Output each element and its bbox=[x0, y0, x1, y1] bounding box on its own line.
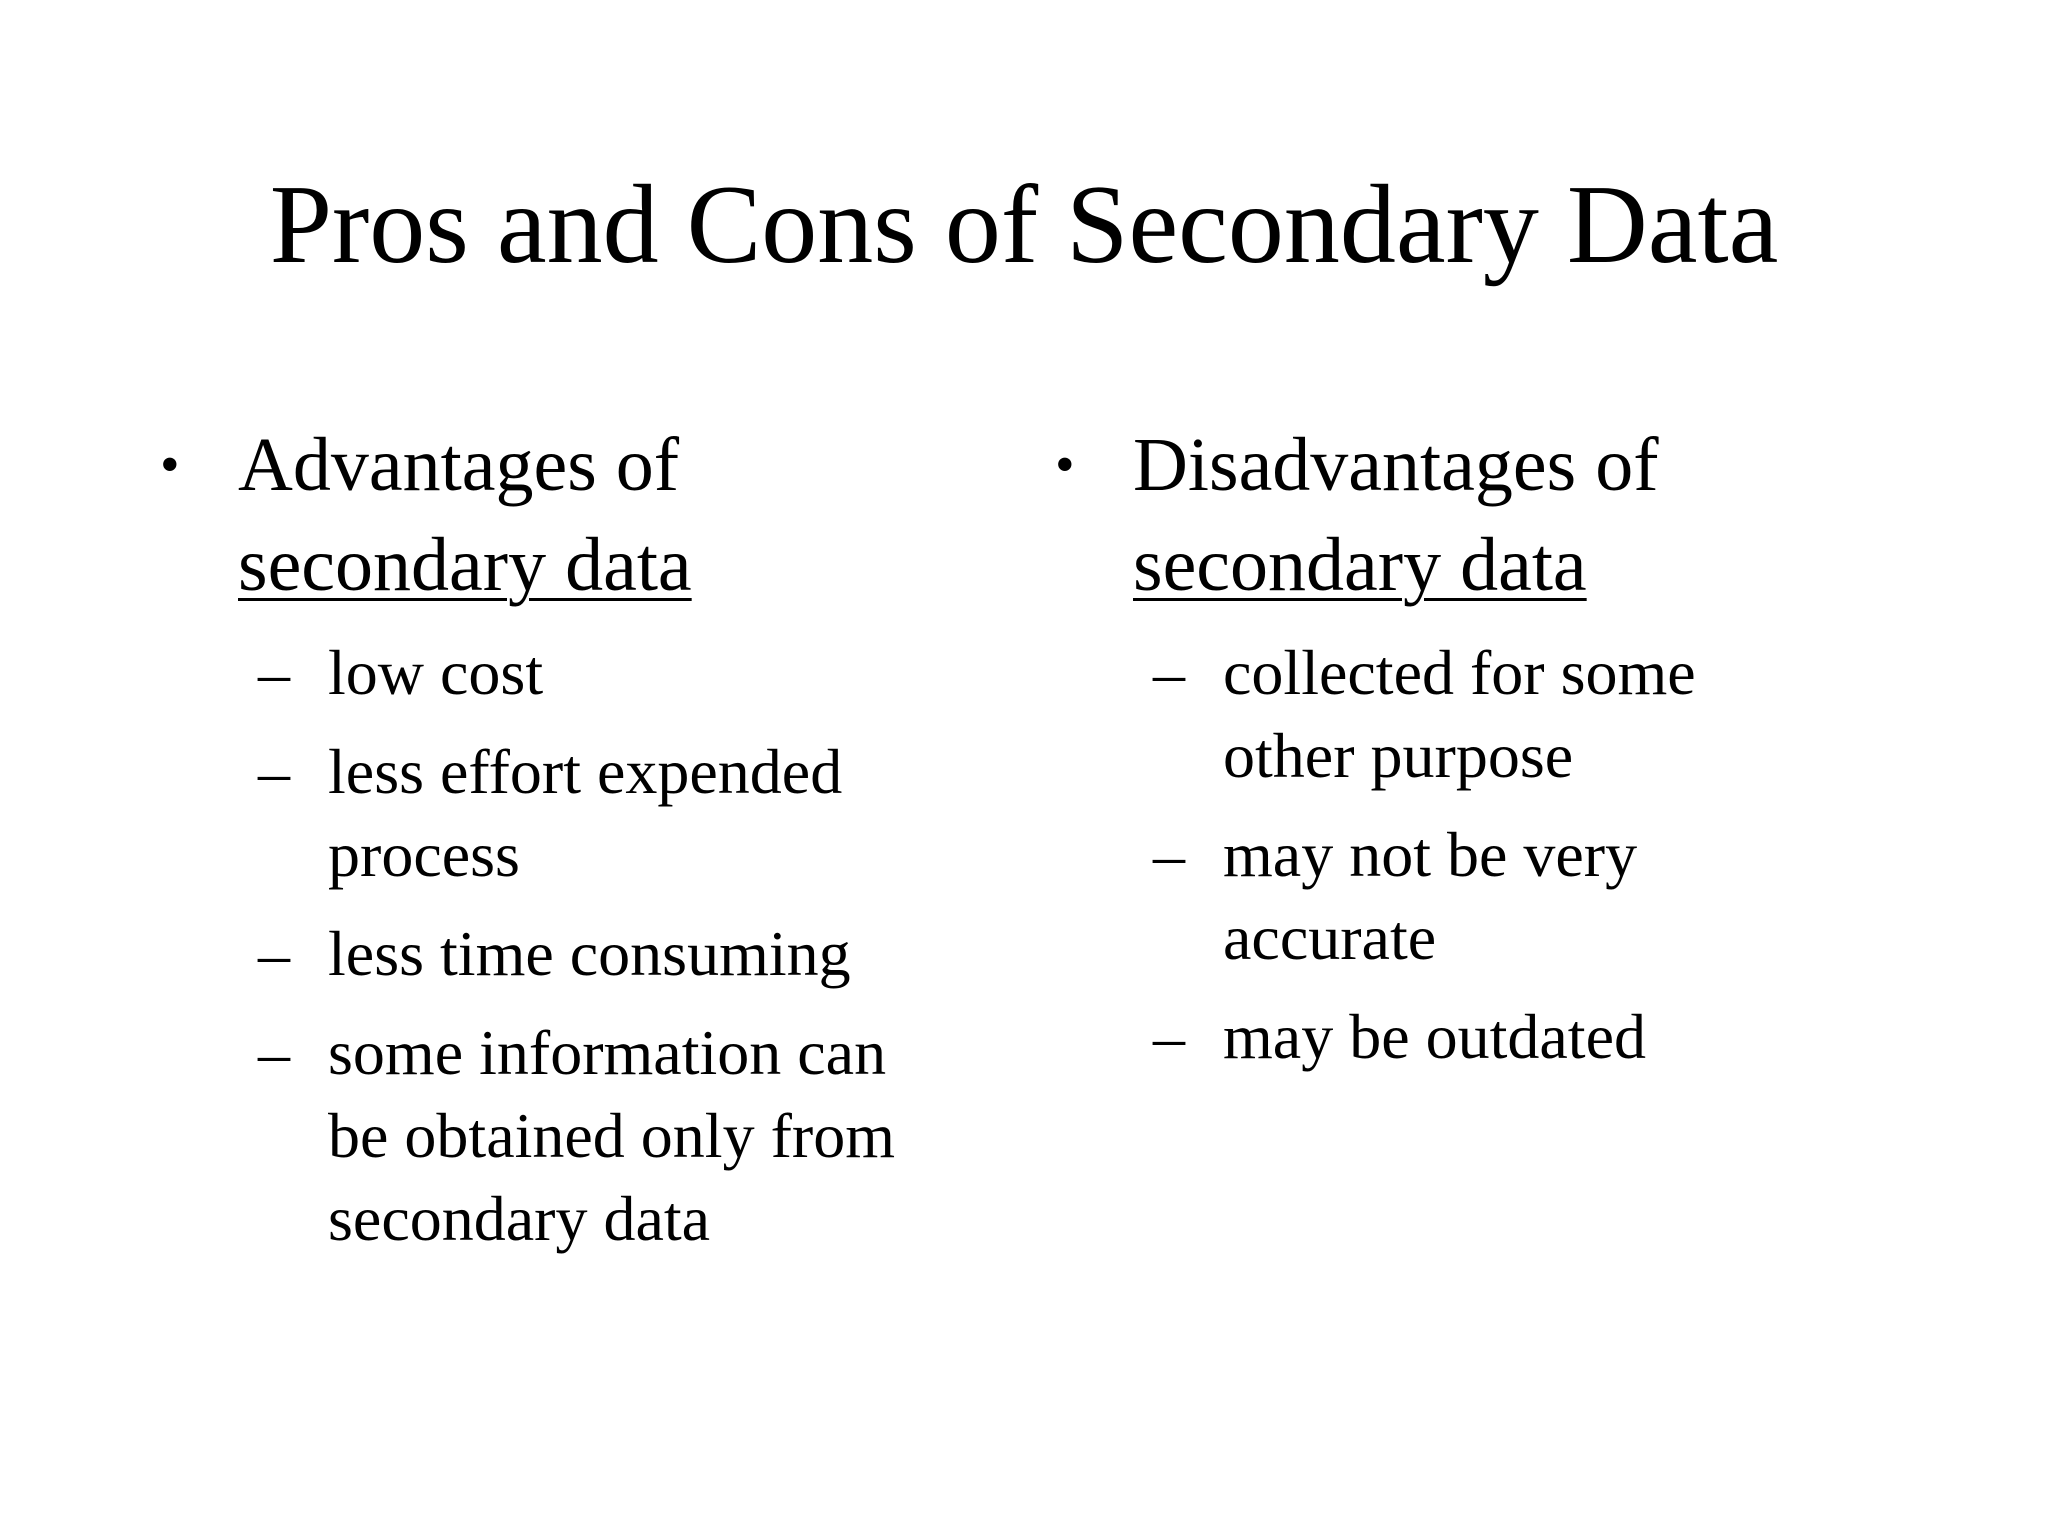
list-item-text: less time consuming bbox=[328, 918, 851, 989]
advantages-heading-line2: secondary data bbox=[238, 523, 692, 607]
list-item-text: less effort expended process bbox=[328, 736, 843, 890]
advantages-column bbox=[160, 415, 1020, 1276]
list-item-text: may be outdated bbox=[1223, 1001, 1646, 1072]
list-item-text: may not be very accurate bbox=[1223, 819, 1638, 973]
dash-icon: – bbox=[258, 637, 290, 708]
dash-icon: – bbox=[1153, 1001, 1185, 1072]
dash-icon: – bbox=[1153, 819, 1185, 890]
disadvantages-list bbox=[1055, 631, 1915, 1078]
list-item-text: low cost bbox=[328, 637, 544, 708]
bullet-icon: • bbox=[1055, 434, 1075, 496]
list-item bbox=[258, 631, 888, 714]
dash-icon: – bbox=[1153, 637, 1185, 708]
advantages-heading bbox=[160, 415, 1020, 615]
list-item-text: some information can be obtained only from secondary data bbox=[328, 1017, 895, 1254]
list-item bbox=[1153, 631, 1803, 797]
dash-icon: – bbox=[258, 918, 290, 989]
list-item bbox=[258, 730, 928, 896]
dash-icon: – bbox=[258, 1017, 290, 1088]
list-item bbox=[258, 912, 948, 995]
slide-title: Pros and Cons of Secondary Data bbox=[269, 163, 1779, 287]
list-item bbox=[1153, 813, 1743, 979]
list-item bbox=[1153, 995, 1823, 1078]
advantages-list bbox=[160, 631, 1020, 1260]
list-item-text: collected for some other purpose bbox=[1223, 637, 1696, 791]
disadvantages-heading bbox=[1055, 415, 1915, 615]
disadvantages-heading-line1: Disadvantages of bbox=[1133, 423, 1659, 507]
disadvantages-column bbox=[1055, 415, 1915, 1094]
disadvantages-heading-line2: secondary data bbox=[1133, 523, 1587, 607]
bullet-icon: • bbox=[160, 434, 180, 496]
list-item bbox=[258, 1011, 958, 1260]
advantages-heading-line1: Advantages of bbox=[238, 423, 680, 507]
dash-icon: – bbox=[258, 736, 290, 807]
